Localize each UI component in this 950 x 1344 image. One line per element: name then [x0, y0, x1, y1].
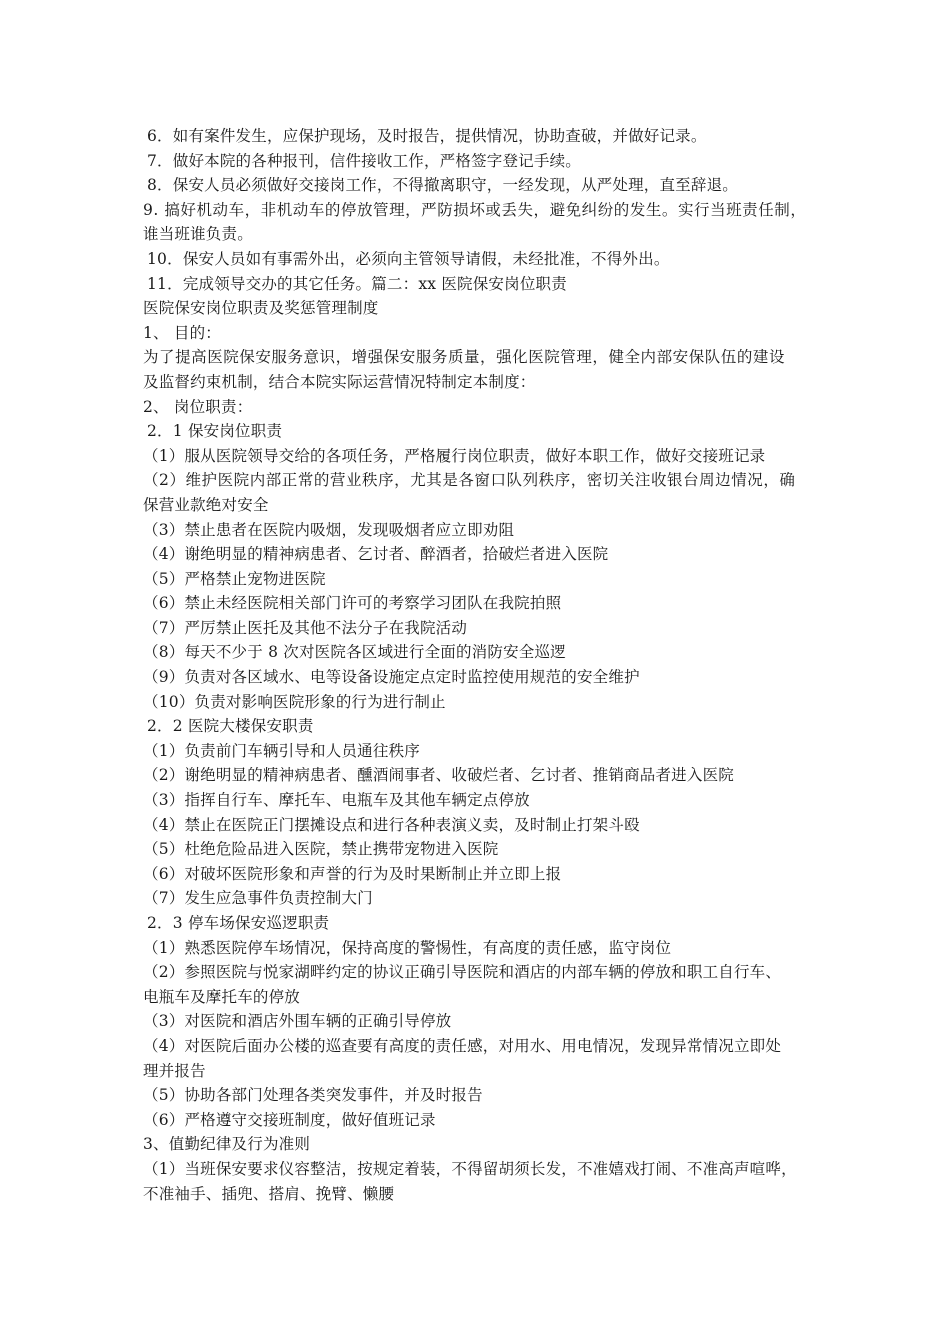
list-item: （1）负责前门车辆引导和人员通往秩序 [143, 741, 420, 760]
subsection-heading: 2．2 医院大楼保安职责 [147, 717, 314, 736]
list-item: （2）参照医院与悦家湖畔约定的协议正确引导医院和酒店的内部车辆的停放和职工自行车、 [143, 963, 782, 982]
list-item: （3）对医院和酒店外围车辆的正确引导停放 [143, 1012, 452, 1031]
text-line: 9. 搞好机动车，非机动车的停放管理，严防损坏或丢失，避免纠纷的发生。实行当班责任制， [143, 200, 807, 219]
list-item: （4）对医院后面办公楼的巡查要有高度的责任感，对用水、用电情况，发现异常情况立即处 [143, 1036, 782, 1055]
text-line: 谁当班谁负责。 [143, 225, 253, 244]
text-line: 医院保安岗位职责及奖惩管理制度 [143, 299, 379, 318]
text-line: 及监督约束机制，结合本院实际运营情况特制定本制度： [143, 372, 536, 391]
list-item: （3）指挥自行车、摩托车、电瓶车及其他车辆定点停放 [143, 791, 530, 810]
text-line: 8．保安人员必须做好交接岗工作，不得撤离职守，一经发现，从严处理，直至辞退。 [147, 176, 738, 195]
list-item: （8）每天不少于 8 次对医院各区域进行全面的消防安全巡逻 [143, 643, 566, 662]
list-item: （6）禁止未经医院相关部门许可的考察学习团队在我院拍照 [143, 594, 562, 613]
text-line: 理并报告 [143, 1061, 206, 1080]
list-item: （3）禁止患者在医院内吸烟，发现吸烟者应立即劝阻 [143, 520, 515, 539]
subsection-heading: 2．3 停车场保安巡逻职责 [147, 914, 330, 932]
list-item: （2）维护医院内部正常的营业秩序，尤其是各窗口队列秩序，密切关注收银台周边情况，确 [143, 471, 796, 490]
list-item: （9）负责对各区域水、电等设备设施定点定时监控使用规范的安全维护 [143, 668, 640, 687]
section-heading: 1、 目的： [143, 323, 221, 342]
list-item: （1）服从医院领导交给的各项任务，严格履行岗位职责，做好本职工作，做好交接班记录 [143, 446, 766, 465]
text-line: 11．完成领导交办的其它任务。篇二：xx 医院保安岗位职责 [147, 274, 567, 293]
list-item: （6）对破坏医院形象和声誉的行为及时果断制止并立即上报 [143, 864, 562, 883]
list-item: （5）杜绝危险品进入医院，禁止携带宠物进入医院 [143, 840, 499, 859]
list-item: （7）严厉禁止医托及其他不法分子在我院活动 [143, 618, 468, 637]
list-item: （4）禁止在医院正门摆摊设点和进行各种表演义卖，及时制止打架斗殴 [143, 815, 640, 834]
text-line: 不准袖手、插兜、搭肩、挽臂、懒腰 [143, 1184, 395, 1203]
list-item: （1）当班保安要求仪容整洁，按规定着装，不得留胡须长发，不准嬉戏打闹、不准高声喧哗， [143, 1159, 797, 1178]
text-line: 7．做好本院的各种报刊，信件接收工作，严格签字登记手续。 [147, 151, 581, 170]
text-line: 电瓶车及摩托车的停放 [143, 987, 301, 1006]
list-item: （7）发生应急事件负责控制大门 [143, 889, 373, 908]
list-item: （5）严格禁止宠物进医院 [143, 569, 326, 588]
section-heading: 2、 岗位职责： [143, 397, 253, 416]
text-line: 6．如有案件发生，应保护现场，及时报告，提供情况，协助查破，并做好记录。 [147, 127, 707, 145]
text-line: 保营业款绝对安全 [143, 495, 269, 514]
text-line: 为了提高医院保安服务意识，增强保安服务质量，强化医院管理，健全内部安保队伍的建设 [143, 348, 786, 367]
section-heading: 3、值勤纪律及行为准则 [143, 1135, 311, 1154]
list-item: （10）负责对影响医院形象的行为进行制止 [143, 692, 446, 711]
list-item: （4）谢绝明显的精神病患者、乞讨者、醉酒者，拾破烂者进入医院 [143, 545, 609, 564]
subsection-heading: 2．1 保安岗位职责 [147, 422, 283, 441]
list-item: （6）严格遵守交接班制度，做好值班记录 [143, 1110, 436, 1129]
document-page [143, 124, 813, 1206]
list-item: （1）熟悉医院停车场情况，保持高度的警惕性，有高度的责任感，监守岗位 [143, 938, 672, 957]
list-item: （2）谢绝明显的精神病患者、醺酒闹事者、收破烂者、乞讨者、推销商品者进入医院 [143, 766, 734, 785]
list-item: （5）协助各部门处理各类突发事件，并及时报告 [143, 1086, 483, 1105]
text-line: 10．保安人员如有事需外出，必须向主管领导请假，未经批准，不得外出。 [147, 249, 670, 268]
